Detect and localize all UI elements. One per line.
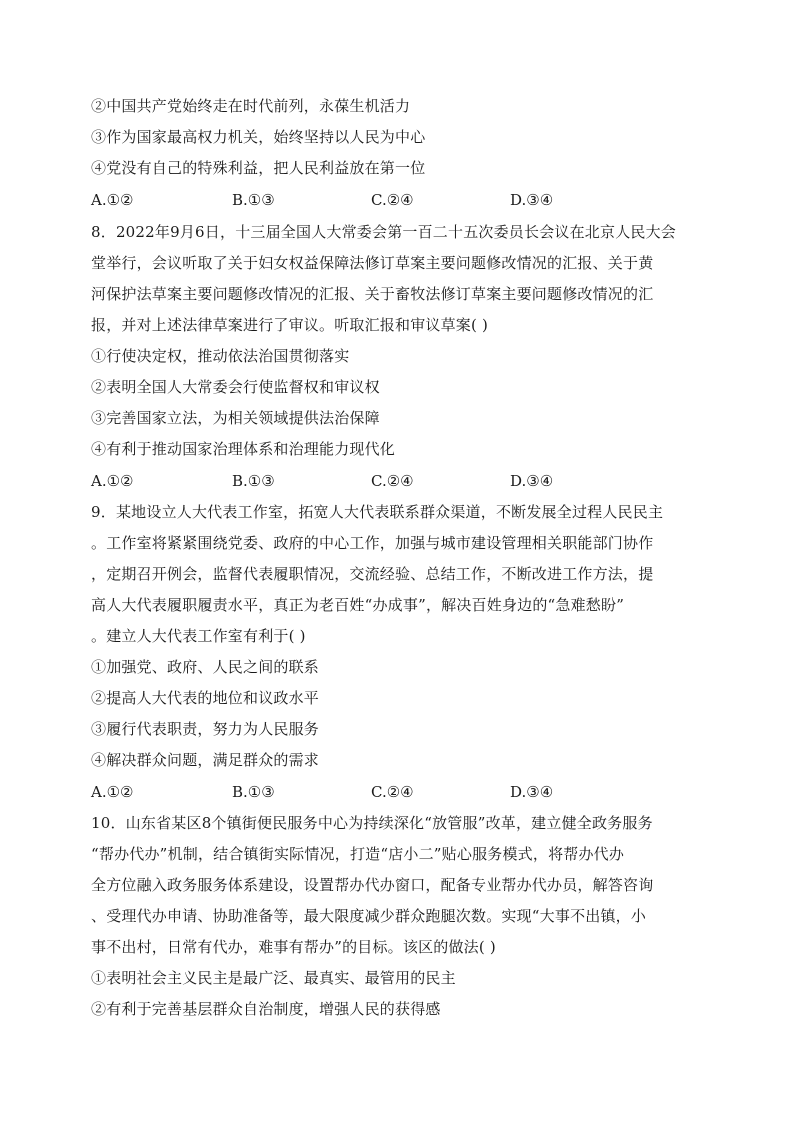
q8-item-3: ③完善国家立法，为相关领域提供法治保障 [91, 409, 380, 427]
q9-stem-line: 高人大代表履职履责水平，真正为老百姓“办成事”，解决百姓身边的“急难愁盼” [91, 596, 625, 614]
q10-stem-line: 10．山东省某区8个镇街便民服务中心为持续深化“放管服”改革，建立健全政务服务 [91, 814, 653, 832]
q8-stem-line: 堂举行，会议听取了关于妇女权益保障法修订草案主要问题修改情况的汇报、关于黄 [91, 254, 654, 272]
q9-item-1: ①加强党、政府、人民之间的联系 [91, 658, 320, 676]
q9-option-d: D.③④ [510, 783, 554, 801]
q8-stem-line: 8．2022年9月6日，十三届全国人大常委会第一百二十五次委员长会议在北京人民大会 [91, 223, 677, 241]
q8-option-a: A.①② [91, 472, 134, 490]
q8-stem-line: 报，并对上述法律草案进行了审议。听取汇报和审议草案( ) [91, 316, 489, 334]
q9-option-c: C.②④ [371, 783, 414, 801]
q7-option-d: D.③④ [510, 191, 554, 209]
q8-item-2: ②表明全国人大常委会行使监督权和审议权 [91, 378, 380, 396]
q8-option-b: B.①③ [232, 472, 275, 490]
q8-item-4: ④有利于推动国家治理体系和治理能力现代化 [91, 440, 396, 458]
q7-item-3: ③作为国家最高权力机关，始终坚持以人民为中心 [91, 128, 426, 146]
q7-option-c: C.②④ [371, 191, 414, 209]
q9-item-2: ②提高人大代表的地位和议政水平 [91, 689, 320, 707]
q9-option-a: A.①② [91, 783, 134, 801]
q9-item-4: ④解决群众问题，满足群众的需求 [91, 751, 320, 769]
q9-stem-line: 9．某地设立人大代表工作室，拓宽人大代表联系群众渠道，不断发展全过程人民民主 [91, 503, 664, 521]
q7-item-2: ②中国共产党始终走在时代前列，永葆生机活力 [91, 97, 411, 115]
q9-option-b: B.①③ [232, 783, 275, 801]
q8-option-d: D.③④ [510, 472, 554, 490]
q10-item-1: ①表明社会主义民主是最广泛、最真实、最管用的民主 [91, 969, 456, 987]
q9-stem-line: 。工作室将紧紧围绕党委、政府的中心工作，加强与城市建设管理相关职能部门协作 [91, 534, 654, 552]
q9-stem-line: ，定期召开例会，监督代表履职情况，交流经验、总结工作，不断改进工作方法，提 [91, 565, 654, 583]
q7-item-4: ④党没有自己的特殊利益，把人民利益放在第一位 [91, 159, 426, 177]
q7-option-b: B.①③ [232, 191, 275, 209]
q7-option-a: A.①② [91, 191, 134, 209]
q10-stem-line: 、受理代办申请、协助准备等，最大限度减少群众跑腿次数。实现“大事不出镇，小 [91, 907, 647, 925]
q10-item-2: ②有利于完善基层群众自治制度，增强人民的获得感 [91, 1000, 441, 1018]
q8-item-1: ①行使决定权，推动依法治国贯彻落实 [91, 347, 350, 365]
q8-stem-line: 河保护法草案主要问题修改情况的汇报、关于畜牧法修订草案主要问题修改情况的汇 [91, 285, 654, 303]
q10-stem-line: 事不出村，日常有代办，难事有帮办”的目标。该区的做法( ) [91, 938, 496, 956]
q9-item-3: ③履行代表职责，努力为人民服务 [91, 720, 320, 738]
q8-option-c: C.②④ [371, 472, 414, 490]
q10-stem-line: 全方位融入政务服务体系建设，设置帮办代办窗口，配备专业帮办代办员，解答咨询 [91, 876, 654, 894]
q9-stem-line: 。建立人大代表工作室有利于( ) [91, 627, 306, 645]
q10-stem-line: “帮办代办”机制，结合镇街实际情况，打造“店小二”贴心服务模式，将帮办代办 [91, 845, 625, 863]
